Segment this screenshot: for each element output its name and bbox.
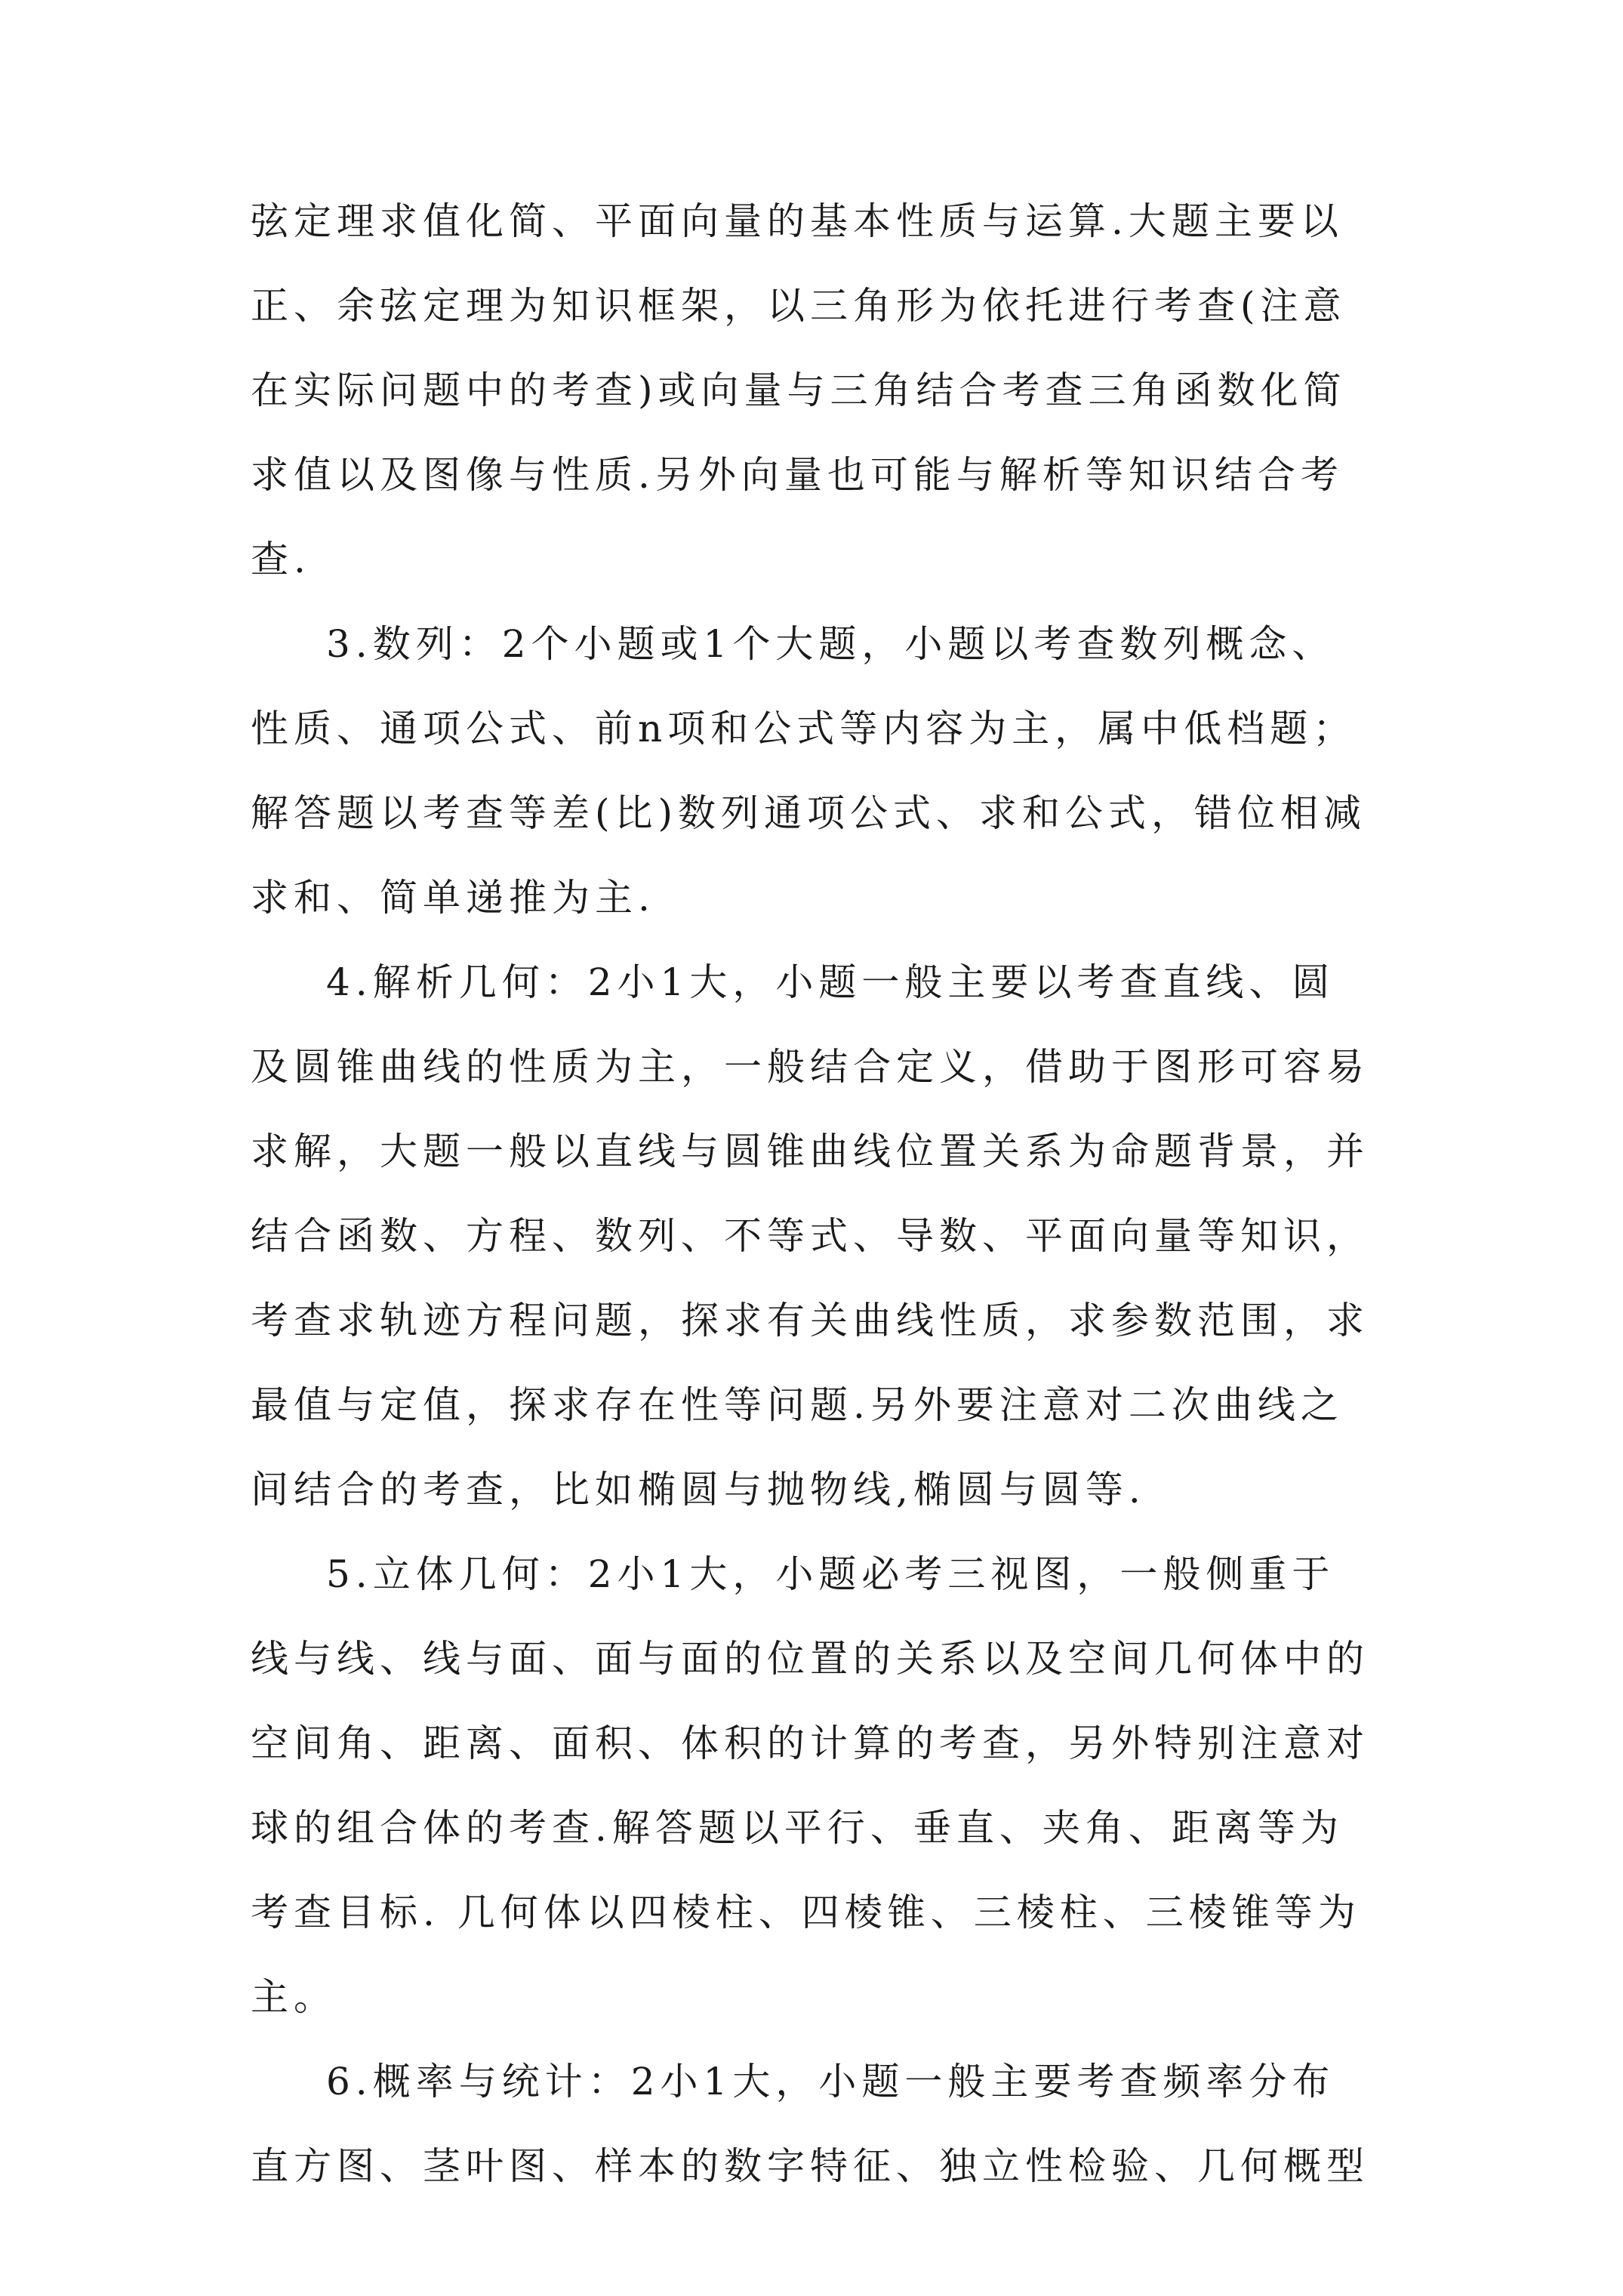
paragraph-2-line-1: 3.数列：2个小题或1个大题，小题以考查数列概念、 [326, 622, 1335, 666]
paragraph-5-line-2: 直方图、茎叶图、样本的数字特征、独立性检验、几何概型 [251, 2144, 1369, 2188]
paragraph-4-line-2: 线与线、线与面、面与面的位置的关系以及空间几何体中的 [251, 1637, 1369, 1681]
paragraph-2-line-2: 性质、通项公式、前n项和公式等内容为主，属中低档题； [251, 707, 1357, 750]
paragraph-1-line-5: 查. [251, 538, 311, 581]
paragraph-1-line-2: 正、余弦定理为知识框架，以三角形为依托进行考查(注意 [251, 284, 1347, 328]
paragraph-4-line-4: 球的组合体的考查.解答题以平行、垂直、夹角、距离等为 [251, 1806, 1344, 1850]
paragraph-3-line-7: 间结合的考查，比如椭圆与抛物线,椭圆与圆等. [251, 1468, 1146, 1512]
paragraph-4-line-1: 5.立体几何：2小1大，小题必考三视图，一般侧重于 [326, 1552, 1335, 1596]
paragraph-3-line-5: 考查求轨迹方程问题，探求有关曲线性质，求参数范围，求 [251, 1299, 1369, 1342]
paragraph-5-line-1: 6.概率与统计：2小1大，小题一般主要考查频率分布 [326, 2060, 1335, 2103]
paragraph-4-line-5: 考查目标. 几何体以四棱柱、四棱锥、三棱柱、三棱锥等为 [251, 1891, 1361, 1934]
paragraph-1-line-4: 求值以及图像与性质.另外向量也可能与解析等知识结合考 [251, 453, 1344, 497]
paragraph-3-line-3: 求解，大题一般以直线与圆锥曲线位置关系为命题背景，并 [251, 1130, 1369, 1173]
paragraph-3-line-6: 最值与定值，探求存在性等问题.另外要注意对二次曲线之 [251, 1383, 1344, 1427]
paragraph-2-line-4: 求和、简单递推为主. [251, 876, 655, 920]
paragraph-1-line-1: 弦定理求值化简、平面向量的基本性质与运算.大题主要以 [251, 199, 1344, 243]
paragraph-1-line-3: 在实际问题中的考查)或向量与三角结合考查三角函数化简 [251, 368, 1347, 412]
paragraph-3-line-4: 结合函数、方程、数列、不等式、导数、平面向量等知识， [251, 1214, 1369, 1258]
paragraph-3-line-1: 4.解析几何：2小1大，小题一般主要以考查直线、圆 [326, 960, 1335, 1004]
paragraph-4-line-3: 空间角、距离、面积、体积的计算的考查，另外特别注意对 [251, 1721, 1369, 1765]
paragraph-2-line-3: 解答题以考查等差(比)数列通项公式、求和公式，错位相减 [251, 791, 1367, 835]
paragraph-3-line-2: 及圆锥曲线的性质为主，一般结合定义，借助于图形可容易 [251, 1045, 1369, 1089]
paragraph-4-line-6: 主。 [251, 1975, 337, 2019]
